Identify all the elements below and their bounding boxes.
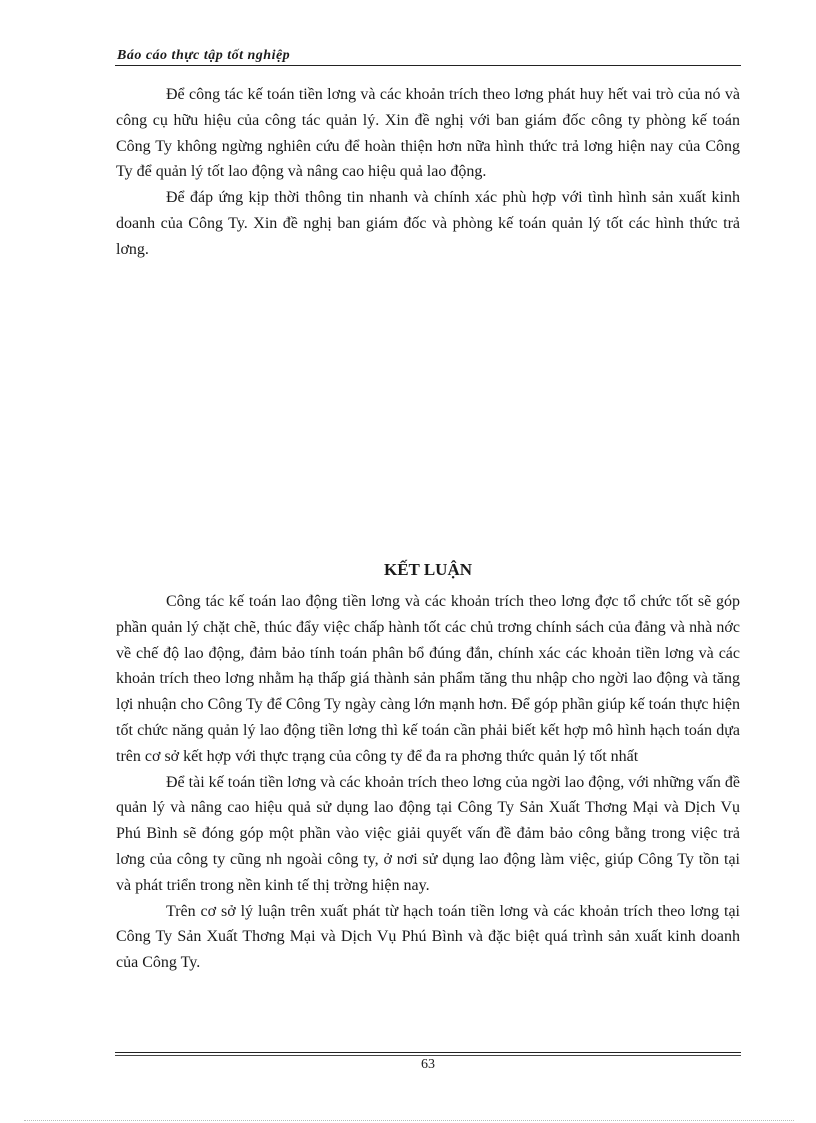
conclusion-section xyxy=(116,589,740,976)
conclusion-paragraph-1: Công tác kế toán lao động tiền lơng và các khoản trích theo lơng đợc tổ chức tốt sẽ góp phần quản lý chặt chẽ, thúc đẩy việc chấp hành tốt các chủ trơng chính sách của đảng và nhà nớc về chế độ lao động, đảm bảo tính toán phân bổ đúng đắn, chính xác các khoản tiền lơng và các khoản trích theo lơng nhằm hạ thấp giá thành sản phẩm tăng thu nhập cho ngời lao động và tăng lợi nhuận cho Công Ty để Công Ty ngày càng lớn mạnh hơn. Để góp phần giúp kế toán thực hiện tốt chức năng quản lý lao động tiền lơng thì kế toán cần phải biết kết hợp mô hình hạch toán dựa trên cơ sở kết hợp với thực trạng của công ty để đa ra phơng thức quản lý tốt nhất xyxy=(116,593,740,765)
intro-paragraph-2: Để đáp ứng kịp thời thông tin nhanh và chính xác phù hợp với tình hình sản xuất kinh doanh của Công Ty. Xin đề nghị ban giám đốc và phòng kế toán quản lý tốt các hình thức trả lơng. xyxy=(116,189,740,258)
conclusion-paragraph-2: Để tài kế toán tiền lơng và các khoản trích theo lơng của ngời lao động, với những vấn đề quản lý và nâng cao hiệu quả sử dụng lao động tại Công Ty Sản Xuất Thơng Mại và Dịch Vụ Phú Bình sẽ đóng góp một phần vào việc giải quyết vấn đề đảm bảo công bằng trong việc trả lơng của công ty cũng nh ngoài công ty, ở nơi sử dụng lao động làm việc, giúp Công Ty tồn tại và phát triển trong nền kinh tế thị trờng hiện nay. xyxy=(116,773,740,894)
footer-rule-thick xyxy=(115,1052,741,1053)
page-number: 63 xyxy=(421,1057,435,1072)
conclusion-paragraph-3: Trên cơ sở lý luận trên xuất phát từ hạch toán tiền lơng và các khoản trích theo lơng tại Công Ty Sản Xuất Thơng Mại và Dịch Vụ Phú Bình và đặc biệt quá trình sản xuất kinh doanh của Công Ty. xyxy=(116,902,740,972)
intro-section xyxy=(116,82,740,263)
intro-paragraph-1: Để công tác kế toán tiền lơng và các khoản trích theo lơng phát huy hết vai trò của nó và công cụ hữu hiệu của công tác quản lý. Xin đề nghị với ban giám đốc công ty phòng kế toán Công Ty không ngừng nghiên cứu để hoàn thiện hơn nữa hình thức trả lơng hiện nay của Công Ty để quản lý tốt lao động và nâng cao hiệu quả lao động. xyxy=(116,86,740,181)
page-edge-dotted-line xyxy=(24,1120,794,1121)
header-rule xyxy=(115,65,741,66)
conclusion-heading: KẾT LUẬN xyxy=(383,560,472,579)
footer-rule-thin xyxy=(115,1055,741,1056)
header-title: Báo cáo thực tập tốt nghiệp xyxy=(117,48,291,63)
